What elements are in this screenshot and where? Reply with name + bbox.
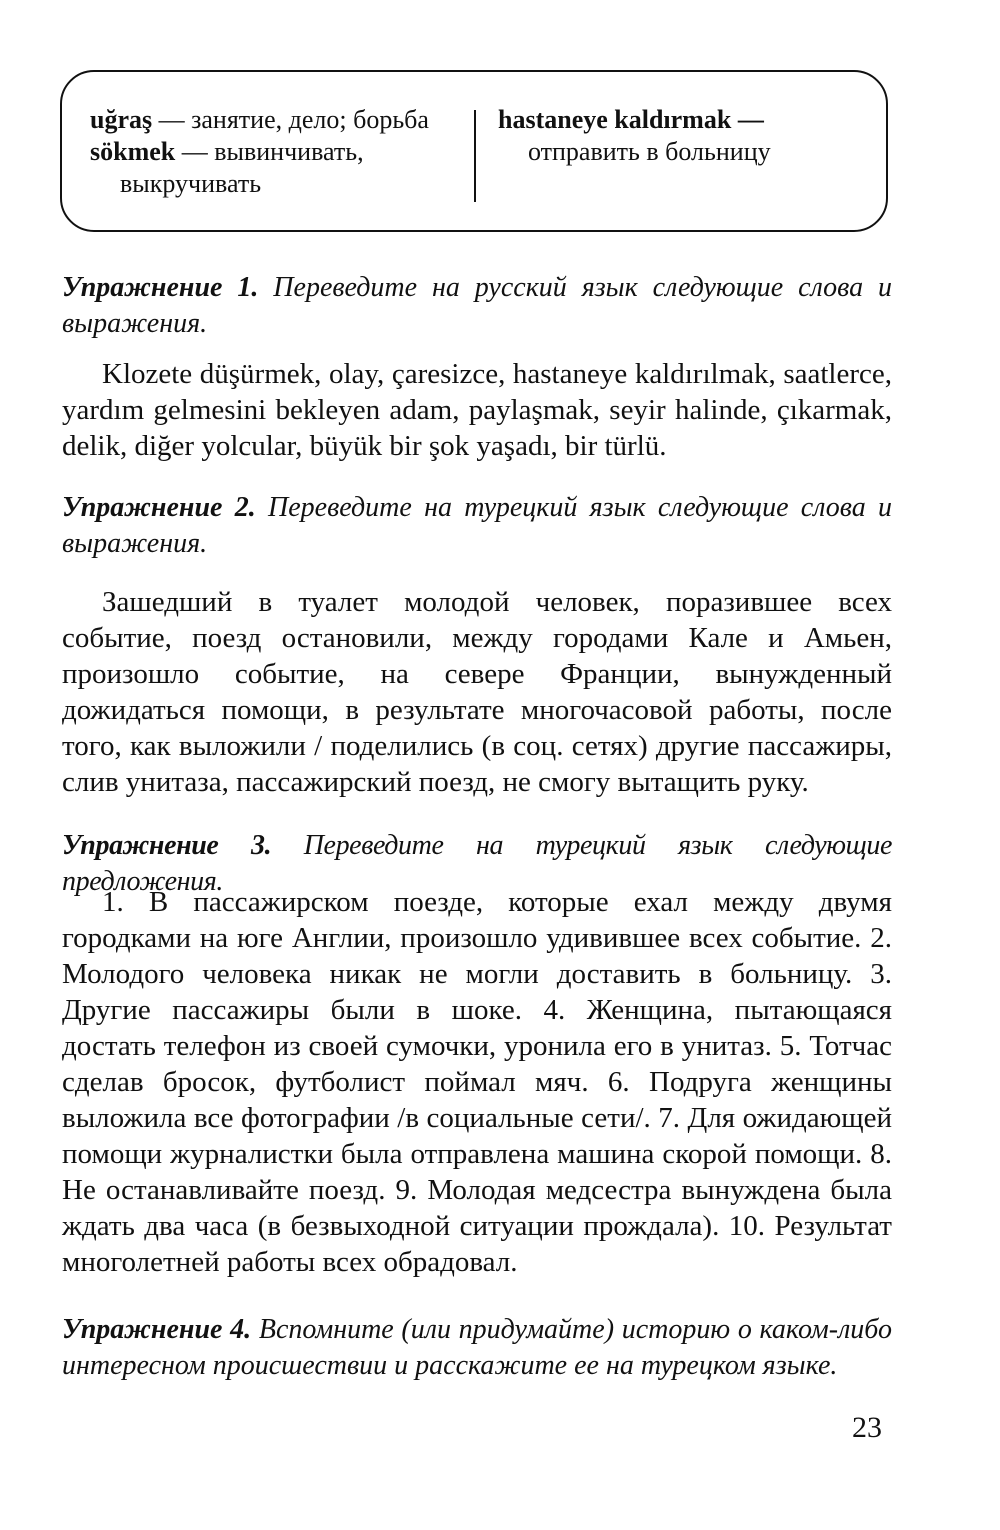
exercise-instruction: Переведите на турецкий язык следующие слова и выражения. [62, 492, 892, 559]
vocab-term: uğraş [90, 105, 153, 134]
vocabulary-right-column [498, 104, 858, 168]
vocab-dash: — [175, 137, 215, 166]
exercise-instruction: Вспомните (или придумайте) историю о каком-либо интересном происшествии и расскажите ее на турецком языке. [62, 1314, 892, 1381]
vocab-meaning-continuation: выкручивать [120, 169, 262, 198]
exercise-instruction: Переведите на русский язык следующие слова и выражения. [62, 272, 893, 339]
exercise-label: Упражнение 4. [62, 1314, 252, 1345]
vocab-term: sökmek [90, 137, 176, 166]
exercise-3-body: 1. В пассажирском поезде, которые ехал между двумя городками на юге Англии, произошло удивившее всех событие. 2. Молодого человека никак не могли доставить в больницу. 3. Другие пассажиры были в шоке. 4. Женщина, пытающаяся достать телефон из своей сумочки, уронила его в унитаз. 5. Тотчас сделав бросок, футболист поймал мяч. 6. Подруга женщины выложила все фотографии /в социальные сети/. 7. Для ожидающей помощи журналистки была отправлена машина скорой помощи. 8. Не останавливайте поезд. 9. Молодая медсестра вынуждена была ждать два часа (в безвыходной ситуации прождала). 10. Результат многолетней работы всех обрадовал. [62, 886, 892, 1278]
vocab-entry [90, 104, 470, 136]
exercise-label: Упражнение 1. [62, 272, 259, 303]
vocab-dash: — [731, 105, 764, 134]
exercise-label: Упражнение 2. [62, 492, 256, 523]
page-number: 23 [852, 1411, 882, 1444]
exercise-4-heading [62, 1312, 892, 1384]
vocab-entry [90, 136, 470, 168]
vocab-entry [498, 104, 858, 136]
vocabulary-left-column [90, 104, 470, 200]
vocab-meaning: отправить в больницу [528, 137, 771, 166]
vocab-meaning: вывинчивать, [214, 137, 364, 166]
exercise-1-body: Klozete düşürmek, olay, çaresizce, hastaneye kaldırılmak, saatlerce, yardım gelmesini bekleyen adam, paylaşmak, seyir halinde, çıkarmak, delik, diğer yolcular, büyük bir şok yaşadı, bir türlü. [62, 358, 892, 462]
vocab-meaning: занятие, дело; борьба [191, 105, 429, 134]
vocabulary-box [60, 70, 888, 232]
exercise-2-body: Зашедший в туалет молодой человек, поразившее всех событие, поезд остановили, между городами Кале и Амьен, произошло событие, на севере Франции, вынужденный дожидаться помощи, в результате многочасовой работы, после того, как выложили / поделились (в соц. сетях) другие пассажиры, слив унитаза, пассажирский поезд, не смогу вытащить руку. [62, 586, 892, 798]
vocabulary-divider [474, 110, 476, 202]
exercise-label: Упражнение 3. [62, 830, 272, 861]
exercise-instruction: Переведите на турецкий язык следующие предложения. [62, 830, 892, 897]
vocab-term: hastaneye kaldırmak [498, 105, 732, 134]
exercise-1-heading [62, 270, 892, 342]
vocab-dash: — [152, 105, 192, 134]
exercise-2-heading [62, 490, 892, 562]
